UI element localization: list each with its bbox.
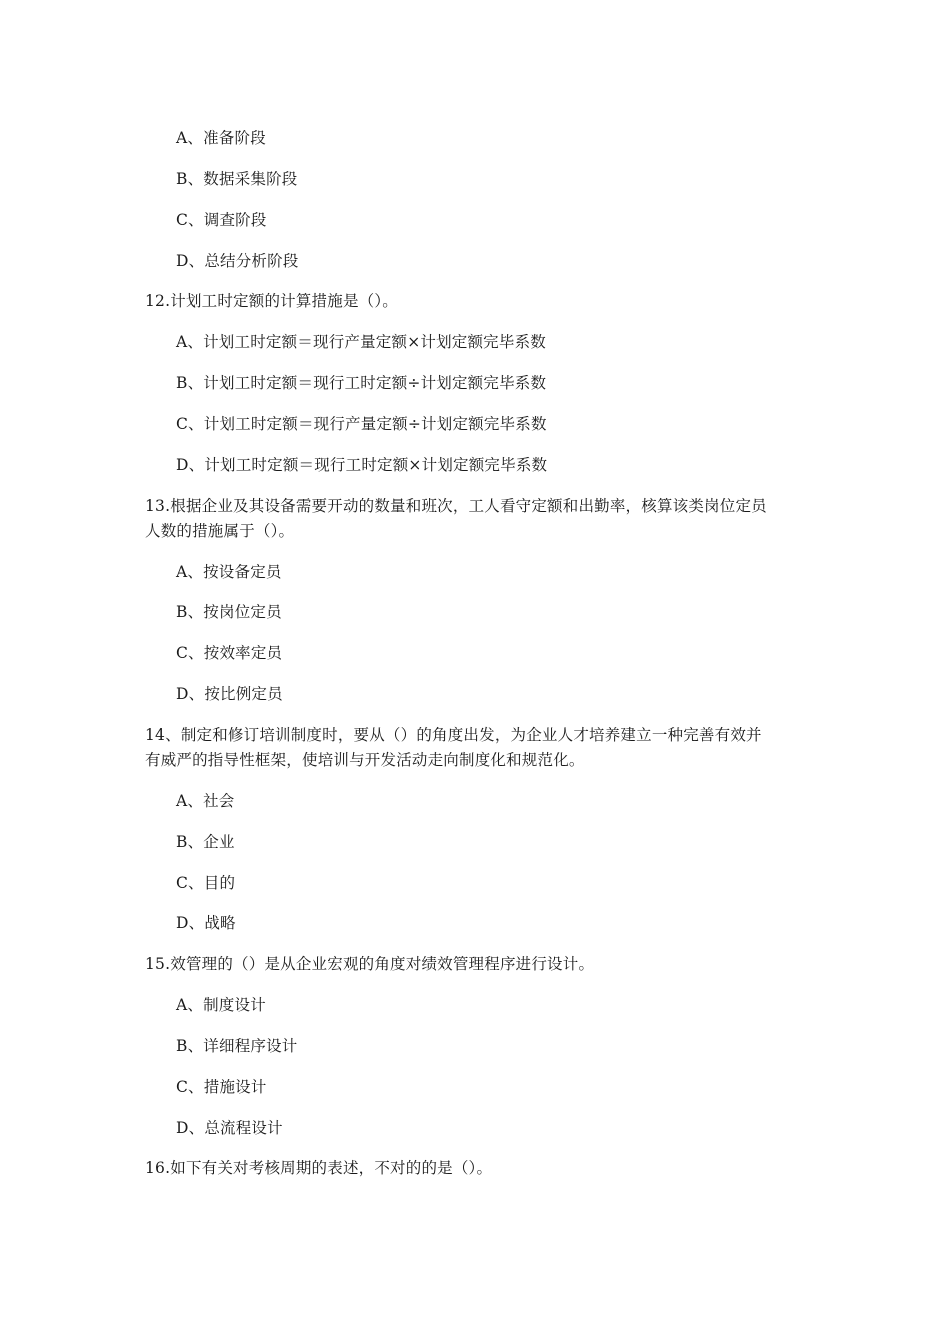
q13-stem-line1: 13.根据企业及其设备需要开动的数量和班次，工人看守定额和出勤率，核算该类岗位定员 <box>145 497 767 515</box>
q11-option-b: B、数据采集阶段 <box>176 170 298 188</box>
q12-stem: 12.计划工时定额的计算措施是（）。 <box>145 292 399 310</box>
q13-option-c: C、按效率定员 <box>176 644 283 662</box>
q13-stem-line2: 人数的措施属于（）。 <box>145 522 295 540</box>
q12-option-a: A、计划工时定额＝现行产量定额×计划定额完毕系数 <box>176 333 546 351</box>
q15-option-a: A、制度设计 <box>176 996 266 1014</box>
q13-option-b: B、按岗位定员 <box>176 603 282 621</box>
q11-option-c: C、调查阶段 <box>176 211 267 229</box>
q12-option-d: D、计划工时定额＝现行工时定额×计划定额完毕系数 <box>176 456 548 474</box>
q13-option-a: A、按设备定员 <box>176 563 282 581</box>
q14-option-c: C、目的 <box>176 874 236 892</box>
q15-option-d: D、总流程设计 <box>176 1119 283 1137</box>
q12-option-b: B、计划工时定额＝现行工时定额÷计划定额完毕系数 <box>176 374 547 392</box>
q12-option-c: C、计划工时定额＝现行产量定额÷计划定额完毕系数 <box>176 415 547 433</box>
q11-option-a: A、准备阶段 <box>176 129 266 147</box>
q13-option-d: D、按比例定员 <box>176 685 283 703</box>
q15-option-c: C、措施设计 <box>176 1078 267 1096</box>
q15-option-b: B、详细程序设计 <box>176 1037 298 1055</box>
q14-option-d: D、战略 <box>176 914 236 932</box>
q14-stem-line2: 有威严的指导性框架，使培训与开发活动走向制度化和规范化。 <box>145 751 585 769</box>
q16-stem: 16.如下有关对考核周期的表述，不对的的是（）。 <box>145 1159 493 1177</box>
q14-option-b: B、企业 <box>176 833 235 851</box>
q14-stem-line1: 14、制定和修订培训制度时，要从（）的角度出发，为企业人才培养建立一种完善有效并 <box>145 726 762 744</box>
q15-stem: 15.效管理的（）是从企业宏观的角度对绩效管理程序进行设计。 <box>145 955 595 973</box>
q14-option-a: A、社会 <box>176 792 235 810</box>
q11-option-d: D、总结分析阶段 <box>176 252 299 270</box>
